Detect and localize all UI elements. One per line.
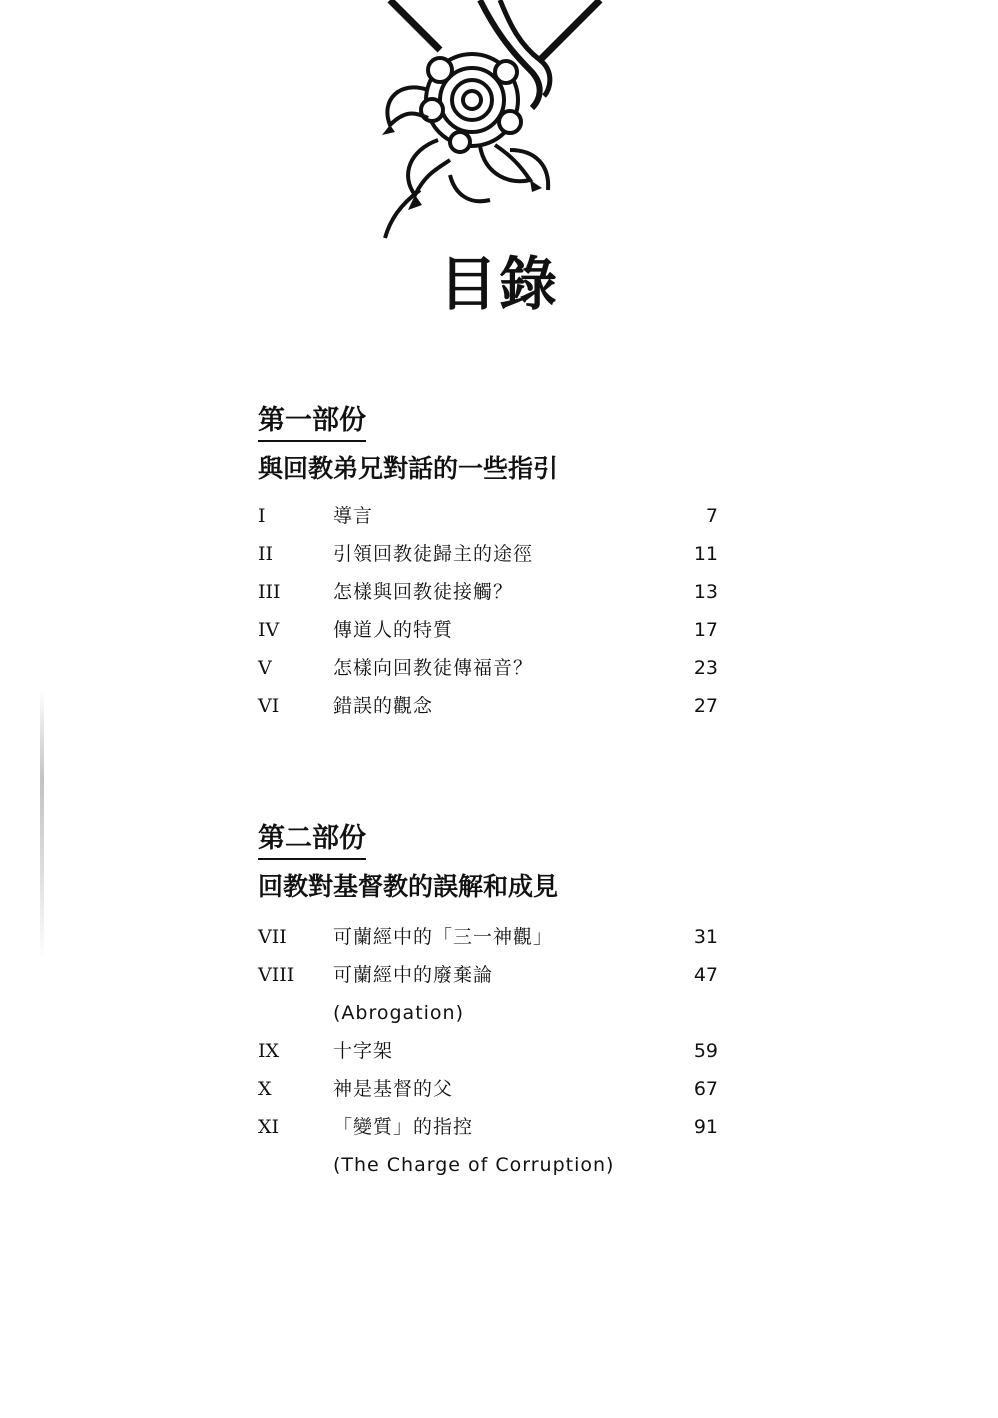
chapter-title: 十字架	[333, 1040, 394, 1062]
toc-entry	[258, 611, 718, 649]
toc-entry	[258, 918, 718, 956]
chapter-number: VII	[258, 926, 287, 948]
part-subtitle: 回教對基督教的誤解和成見	[258, 872, 559, 901]
page-number: 11	[693, 543, 718, 565]
part-heading: 第一部份	[258, 404, 366, 442]
chapter-title: 「變質」的指控	[333, 1116, 474, 1138]
chapter-title: 怎樣與回教徒接觸？	[333, 581, 514, 603]
toc-entry	[258, 535, 718, 573]
toc-entry	[258, 573, 718, 611]
chapter-title: 導言	[333, 505, 374, 527]
chapter-number: I	[258, 505, 266, 527]
page-number: 23	[693, 657, 718, 679]
toc-entry	[258, 649, 718, 687]
toc-entry	[258, 1032, 718, 1070]
chapter-title: 可蘭經中的廢棄論	[333, 964, 494, 986]
chapter-number: IX	[258, 1040, 280, 1062]
chapter-title: (The Charge of Corruption)	[333, 1154, 615, 1176]
page-number: 17	[693, 619, 718, 641]
page-number: 59	[693, 1040, 718, 1062]
page-number: 13	[693, 581, 718, 603]
chapter-number: XI	[258, 1116, 280, 1138]
page-number: 31	[693, 926, 718, 948]
scan-edge-mark	[40, 690, 44, 960]
chapter-title: 引領回教徒歸主的途徑	[333, 543, 534, 565]
chapter-number: VIII	[258, 964, 295, 986]
toc-entry	[258, 1108, 718, 1146]
chapter-number: V	[258, 657, 272, 679]
toc-list	[258, 497, 718, 725]
floral-ornament-icon	[360, 0, 620, 240]
toc-entry	[258, 1146, 718, 1184]
chapter-title: 錯誤的觀念	[333, 695, 434, 717]
page-number: 91	[693, 1116, 718, 1138]
page-number: 47	[693, 964, 718, 986]
toc-entry	[258, 994, 718, 1032]
chapter-number: VI	[258, 695, 280, 717]
page-number: 7	[705, 505, 718, 527]
page-number: 27	[693, 695, 718, 717]
toc-entry	[258, 956, 718, 994]
chapter-title: 神是基督的父	[333, 1078, 454, 1100]
chapter-number: III	[258, 581, 281, 603]
chapter-number: II	[258, 543, 274, 565]
page-number: 67	[693, 1078, 718, 1100]
chapter-title: 傳道人的特質	[333, 619, 454, 641]
chapter-title: 可蘭經中的「三一神觀」	[333, 926, 554, 948]
part-heading: 第二部份	[258, 822, 366, 860]
toc-list	[258, 918, 718, 1184]
page-title: 目錄	[438, 250, 559, 318]
chapter-title: 怎樣向回教徒傳福音？	[333, 657, 534, 679]
chapter-number: IV	[258, 619, 280, 641]
part-subtitle: 與回教弟兄對話的一些指引	[258, 454, 559, 483]
chapter-number: X	[258, 1078, 272, 1100]
chapter-title: (Abrogation)	[333, 1002, 465, 1024]
toc-entry	[258, 1070, 718, 1108]
toc-entry	[258, 497, 718, 535]
toc-entry	[258, 687, 718, 725]
